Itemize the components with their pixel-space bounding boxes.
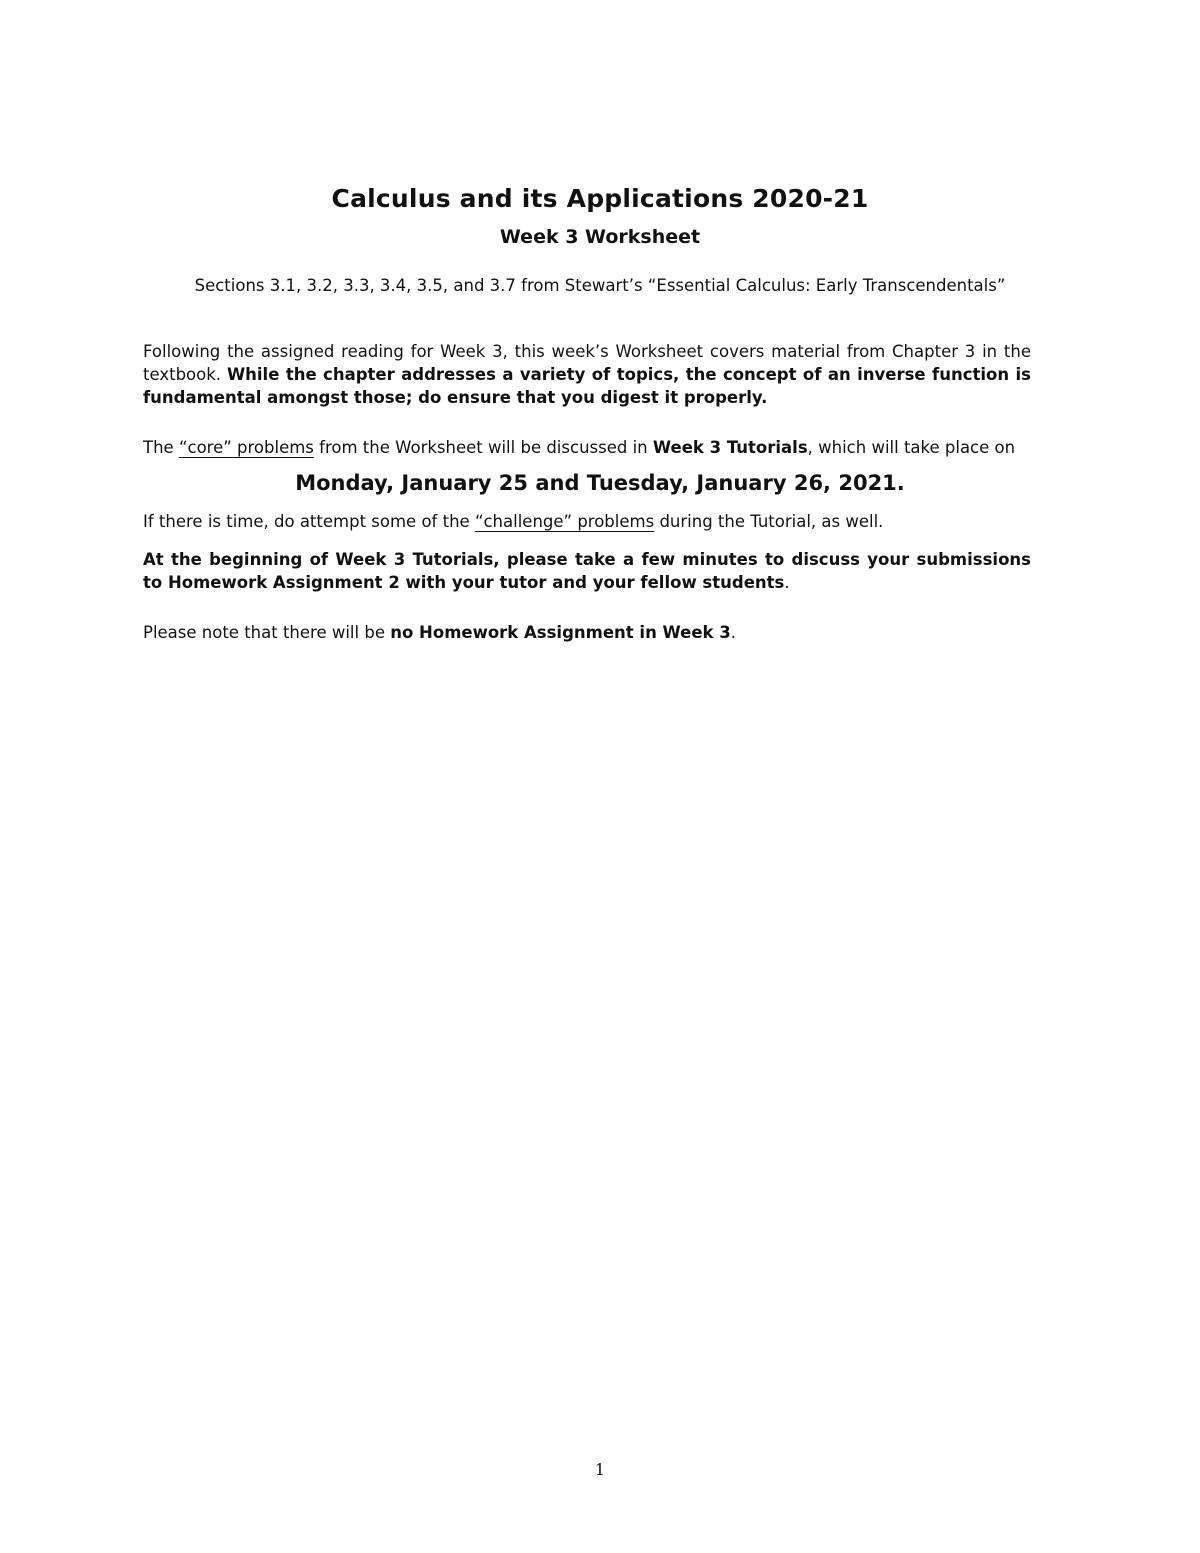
core-prefix: The <box>143 438 174 457</box>
no-homework-emphasis: no Homework Assignment in Week 3 <box>390 623 731 642</box>
core-middle: from the Worksheet will be discussed in <box>319 438 648 457</box>
intro-paragraph <box>143 340 1031 409</box>
no-homework-paragraph <box>143 621 1031 644</box>
intro-text: Following the assigned reading for Week 3, this week’s Worksheet covers material from Chapter 3 in the textbook. <box>143 342 1031 384</box>
no-homework-end: . <box>730 623 736 642</box>
homework-discussion-text: At the beginning of Week 3 Tutorials, please take a few minutes to discuss your submissions to Homework Assignment 2 with your tutor and your fellow students <box>143 550 1031 592</box>
homework-discussion-end: . <box>784 573 790 592</box>
core-suffix: , which will take place on <box>807 438 1016 457</box>
homework-discussion-paragraph <box>143 548 1031 594</box>
intro-emphasis: While the chapter addresses a variety of topics, the concept of an inverse function is fundamental amongst those; do ensure that you digest it properly. <box>143 365 1031 407</box>
challenge-prefix: If there is time, do attempt some of the <box>143 512 470 531</box>
challenge-problems-term: “challenge” problems <box>474 512 655 531</box>
tutorial-dates: Monday, January 25 and Tuesday, January 26, 2021. <box>295 471 905 495</box>
document-subtitle: Week 3 Worksheet <box>499 226 701 248</box>
week3-tutorials-term: Week 3 Tutorials <box>652 438 808 457</box>
core-problems-paragraph <box>143 436 1031 459</box>
document-title: Calculus and its Applications 2020-21 <box>331 184 869 213</box>
core-problems-term: “core” problems <box>178 438 314 457</box>
no-homework-prefix: Please note that there will be <box>143 623 385 642</box>
page-number: 1 <box>594 1460 606 1479</box>
sections-reference: Sections 3.1, 3.2, 3.3, 3.4, 3.5, and 3.7 from Stewart’s “Essential Calculus: Early Transcendentals” <box>194 276 1006 295</box>
challenge-paragraph <box>143 510 1031 533</box>
challenge-suffix: during the Tutorial, as well. <box>659 512 884 531</box>
